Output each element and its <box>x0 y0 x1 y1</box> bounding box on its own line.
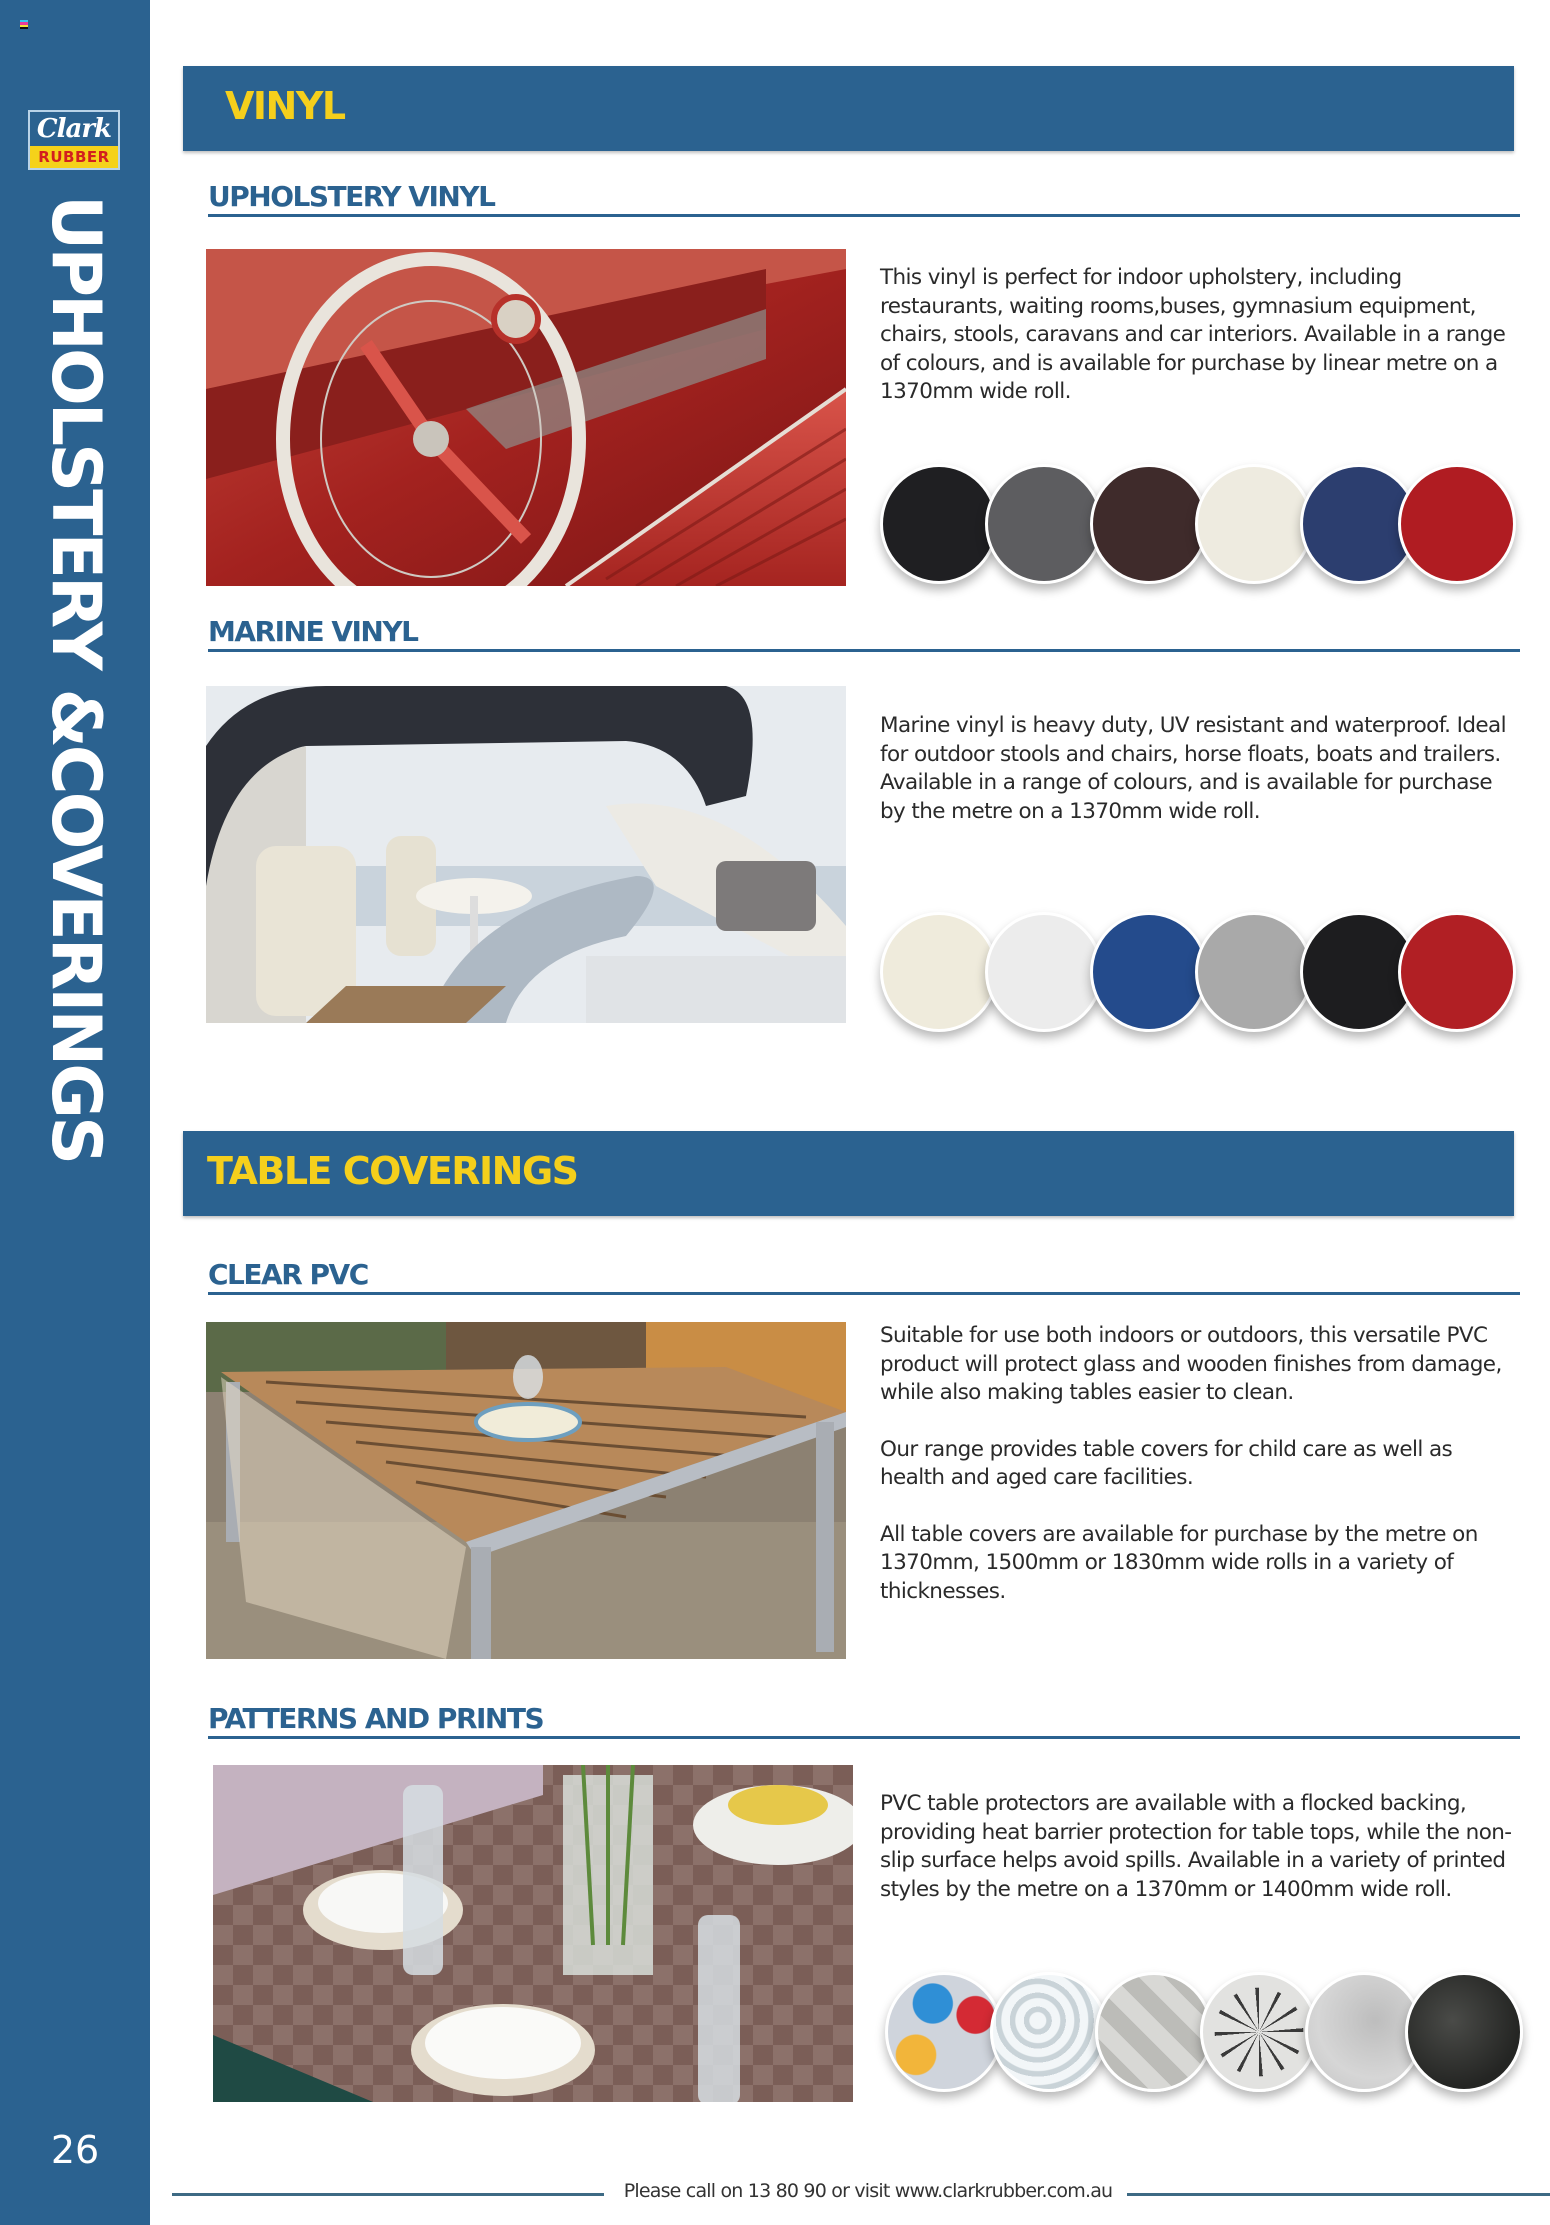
footer-contact-text[interactable]: Please call on 13 80 90 or visit www.clarkrubber.com.au <box>623 2180 1113 2202</box>
footer <box>172 2180 1550 2208</box>
description-paragraph: This vinyl is perfect for indoor upholstery, including restaurants, waiting rooms,buses, gymnasium equipment, chairs, stools, caravans and car interiors. Available in a range of colours, and is available for purchase by linear metre on a 1370mm wide roll. <box>880 265 1506 404</box>
clark-rubber-logo[interactable] <box>28 110 120 170</box>
swatch-cream[interactable] <box>880 912 998 1032</box>
swatch-clock[interactable] <box>1200 1972 1318 2092</box>
swatch-grey-check[interactable] <box>1095 1972 1213 2092</box>
section-vertical-title: UPHOLSTERY &COVERINGS <box>36 195 115 1163</box>
table-coverings-section-banner <box>183 1131 1514 1216</box>
swatch-white-floral[interactable] <box>990 1972 1108 2092</box>
subsection-heading: MARINE VINYL <box>208 615 418 648</box>
swatch-cream[interactable] <box>1195 464 1313 584</box>
vinyl-section-banner <box>183 66 1514 151</box>
swatch-balloons[interactable] <box>885 1972 1003 2092</box>
swatch-grey[interactable] <box>985 464 1103 584</box>
swatch-red[interactable] <box>1398 912 1516 1032</box>
patterns-and-prints-heading <box>208 1702 1520 1739</box>
swatch-brown[interactable] <box>1090 464 1208 584</box>
subsection-heading: CLEAR PVC <box>208 1258 368 1291</box>
clear-pvc-description <box>880 1322 1520 1606</box>
description-paragraph: Suitable for use both indoors or outdoors, this versatile PVC product will protect glass and wooden finishes from damage, while also making tables easier to clean. <box>880 1323 1502 1405</box>
marine-vinyl-description <box>880 712 1520 826</box>
swatch-red[interactable] <box>1398 464 1516 584</box>
clear-pvc-table-photo <box>206 1322 846 1659</box>
subsection-heading: PATTERNS AND PRINTS <box>208 1702 544 1735</box>
car-interior-photo <box>206 249 846 586</box>
description-paragraph: PVC table protectors are available with a flocked backing, providing heat barrier protection for table tops, while the non-slip surface helps avoid spills. Available in a variety of printed styles by the metre on a 1370mm or 1400mm wide roll. <box>880 1791 1512 1902</box>
section-title: TABLE COVERINGS <box>207 1149 578 1193</box>
patterns-swatches <box>885 1972 1525 2092</box>
footer-divider-right <box>1127 2193 1550 2196</box>
sidebar <box>0 0 150 2225</box>
boat-cockpit-photo <box>206 686 846 1023</box>
swatch-black-floral[interactable] <box>1405 1972 1523 2092</box>
upholstery-vinyl-swatches <box>880 464 1520 584</box>
description-paragraph: Marine vinyl is heavy duty, UV resistant and waterproof. Ideal for outdoor stools and chairs, horse floats, boats and trailers. Available in a range of colours, and is available for purchase by the metre on a 1370mm wide roll. <box>880 713 1506 824</box>
subsection-heading: UPHOLSTERY VINYL <box>208 180 495 213</box>
marine-vinyl-heading <box>208 615 1520 652</box>
clear-pvc-heading <box>208 1258 1520 1295</box>
patterns-description <box>880 1790 1520 1904</box>
description-paragraph: All table covers are available for purchase by the metre on 1370mm, 1500mm or 1830mm wide rolls in a variety of thicknesses. <box>880 1521 1478 1604</box>
section-title: VINYL <box>225 84 345 128</box>
swatch-black[interactable] <box>880 464 998 584</box>
footer-divider-left <box>172 2193 604 2196</box>
swatch-royal-blue[interactable] <box>1090 912 1208 1032</box>
logo-subtext: RUBBER <box>30 146 118 168</box>
page-number: 26 <box>50 2128 100 2172</box>
patterned-table-photo <box>213 1765 853 2102</box>
marine-vinyl-swatches <box>880 912 1520 1032</box>
swatch-grey[interactable] <box>1195 912 1313 1032</box>
print-registration-mark <box>20 20 28 29</box>
upholstery-vinyl-heading <box>208 180 1520 217</box>
description-paragraph: Our range provides table covers for child care as well as health and aged care facilities. <box>880 1436 1453 1490</box>
upholstery-vinyl-description <box>880 264 1520 407</box>
logo-wordmark: Clark <box>36 114 112 144</box>
swatch-white[interactable] <box>985 912 1103 1032</box>
